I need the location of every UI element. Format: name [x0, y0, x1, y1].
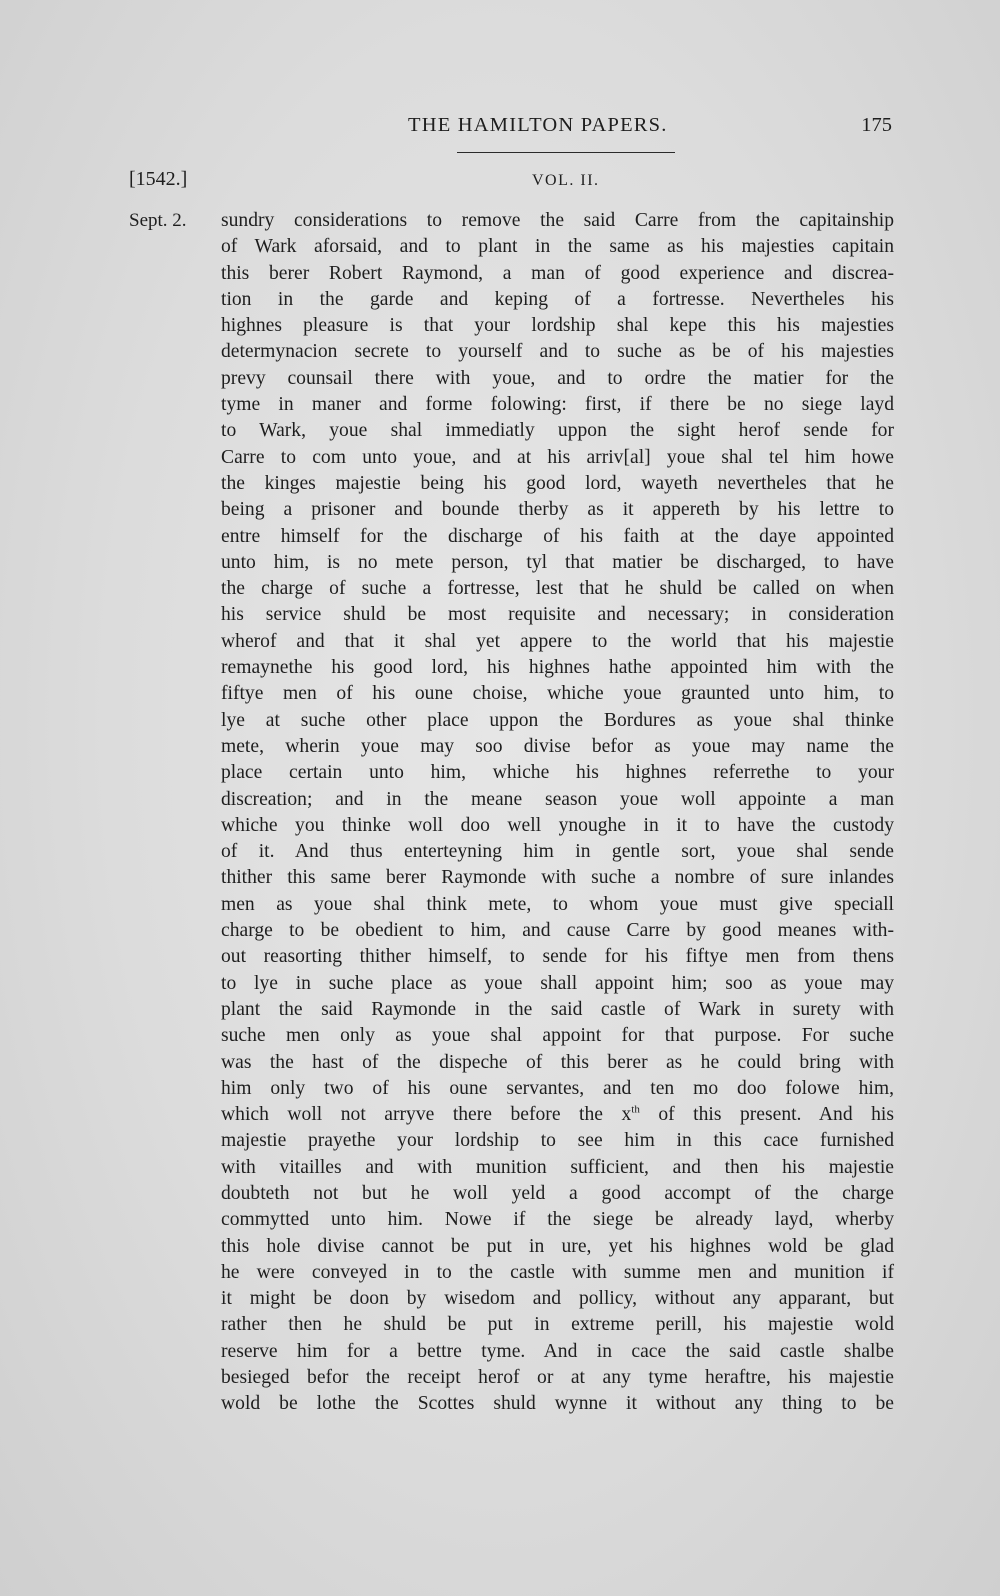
text-line: unto him, is no mete person, tyl that matier be discharged, to have: [221, 551, 894, 573]
text-line: thither this same berer Raymonde with suche a nombre of sure inlandes: [221, 867, 894, 889]
text-line: him only two of his oune servantes, and ten mo doo folowe him,: [221, 1077, 894, 1099]
text-line: discreation; and in the meane season youe woll appointe a man: [221, 788, 894, 810]
text-line: men as youe shal think mete, to whom youe must give speciall: [221, 893, 894, 915]
text-line: lye at suche other place uppon the Bordures as youe shal thinke: [221, 709, 894, 731]
text-line: place certain unto him, whiche his highnes referrethe to your: [221, 762, 894, 784]
text-line-tail: of this present. And his: [639, 1104, 894, 1126]
text-line-with-superscript: [221, 1102, 894, 1128]
text-line: plant the said Raymonde in the said castle of Wark in surety with: [221, 998, 894, 1020]
text-line: to Wark, youe shal immediatly uppon the sight herof sende for: [221, 420, 894, 442]
text-line: majestie prayethe your lordship to see him in this cace furnished: [221, 1130, 894, 1152]
text-line: being a prisoner and bounde therby as it appereth by his lettre to: [221, 499, 894, 521]
text-line: determynacion secrete to yourself and to suche as be of his majesties: [221, 341, 894, 363]
text-line: whiche you thinke woll doo well ynoughe in it to have the custody: [221, 814, 894, 836]
page-number: 175: [861, 114, 892, 136]
text-line: tion in the garde and keping of a fortresse. Nevertheles his: [221, 288, 894, 310]
year-bracket: [1542.]: [129, 168, 188, 190]
text-line: of Wark aforsaid, and to plant in the same as his majesties capitain: [221, 236, 894, 258]
text-line: reserve him for a bettre tyme. And in cace the said castle shalbe: [221, 1340, 894, 1362]
text-line: suche men only as youe shal appoint for that purpose. For suche: [221, 1025, 894, 1047]
text-line: rather then he shuld be put in extreme perill, his majestie wold: [221, 1314, 894, 1336]
text-line: remaynethe his good lord, his highnes hathe appointed him with the: [221, 657, 894, 679]
text-line-head: which woll not arryve there before the x: [221, 1104, 632, 1126]
text-line: of it. And thus enterteyning him in gentle sort, youe shal sende: [221, 841, 894, 863]
margin-date: Sept. 2.: [129, 210, 187, 231]
text-line: commytted unto him. Nowe if the siege be already layd, wherby: [221, 1209, 894, 1231]
text-line: this berer Robert Raymond, a man of good experience and discrea-: [221, 262, 894, 284]
text-line: he were conveyed in to the castle with summe men and munition if: [221, 1261, 894, 1283]
running-head: [0, 114, 1000, 144]
text-line: his service shuld be most requisite and necessary; in consideration: [221, 604, 894, 626]
text-line: charge to be obedient to him, and cause Carre by good meanes with-: [221, 920, 894, 942]
text-line: was the hast of the dispeche of this berer as he could bring with: [221, 1051, 894, 1073]
text-line: this hole divise cannot be put in ure, yet his highnes wold be glad: [221, 1235, 894, 1257]
text-line: the kinges majestie being his good lord, wayeth nevertheles that he: [221, 472, 894, 494]
text-line: besieged befor the receipt herof or at any tyme heraftre, his majestie: [221, 1367, 894, 1389]
text-line: tyme in maner and forme folowing: first, if there be no siege layd: [221, 394, 894, 416]
text-line: wold be lothe the Scottes shuld wynne it without any thing to be: [221, 1393, 894, 1415]
text-line: with vitailles and with munition sufficient, and then his majestie: [221, 1156, 894, 1178]
text-line: it might be doon by wisedom and pollicy, without any apparant, but: [221, 1288, 894, 1310]
text-line: prevy counsail there with youe, and to ordre the matier for the: [221, 367, 894, 389]
text-line: highnes pleasure is that your lordship shal kepe this his majesties: [221, 315, 894, 337]
text-line: the charge of suche a fortresse, lest that he shuld be called on when: [221, 578, 894, 600]
text-line: mete, wherin youe may soo divise befor as youe may name the: [221, 735, 894, 757]
header-rule: [457, 152, 675, 153]
text-line: doubteth not but he woll yeld a good accompt of the charge: [221, 1182, 894, 1204]
text-line: sundry considerations to remove the said Carre from the capitainship: [221, 210, 894, 231]
text-line: Carre to com unto youe, and at his arriv[al] youe shal tel him howe: [221, 446, 894, 468]
text-line: to lye in suche place as youe shall appoint him; soo as youe may: [221, 972, 894, 994]
volume-label: VOL. II.: [532, 172, 600, 189]
running-title: THE HAMILTON PAPERS.: [408, 114, 668, 136]
text-line: entre himself for the discharge of his faith at the daye appointed: [221, 525, 894, 547]
text-line: wherof and that it shal yet appere to the world that his majestie: [221, 630, 894, 652]
superscript-th: th: [631, 1103, 640, 1116]
body-text: [221, 208, 894, 1418]
text-line: fiftye men of his oune choise, whiche youe graunted unto him, to: [221, 683, 894, 705]
text-line: out reasorting thither himself, to sende for his fiftye men from thens: [221, 946, 894, 968]
